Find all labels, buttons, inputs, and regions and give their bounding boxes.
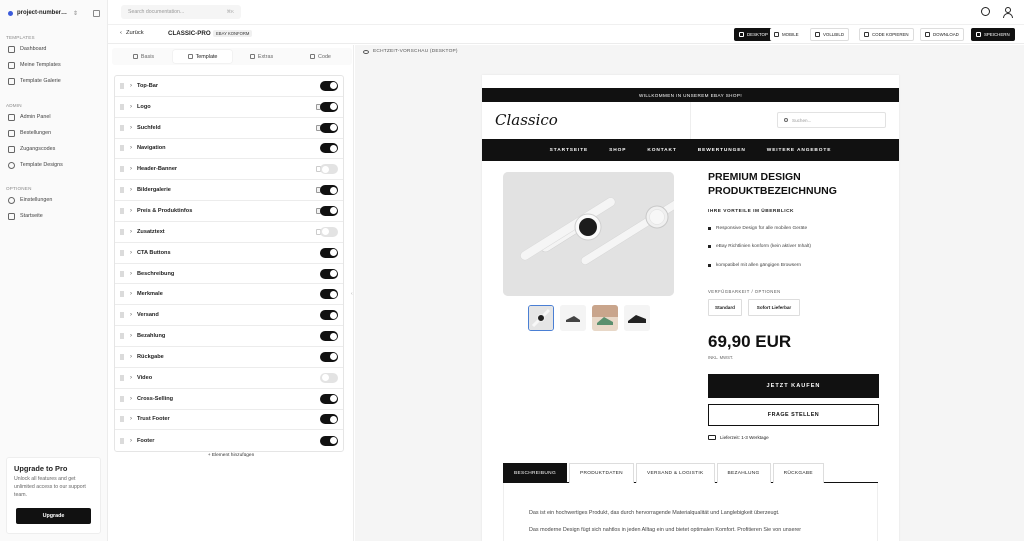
project-dot-icon xyxy=(8,11,13,16)
element-toggle[interactable] xyxy=(320,143,338,153)
element-row[interactable] xyxy=(115,410,343,431)
drag-handle-icon[interactable] xyxy=(120,291,124,297)
element-label: Header-Banner xyxy=(137,166,178,173)
chevron-right-icon[interactable]: › xyxy=(130,395,132,402)
drag-handle-icon[interactable] xyxy=(120,104,124,110)
element-label: Merkmale xyxy=(137,291,163,298)
element-panel xyxy=(108,45,354,541)
monitor-icon xyxy=(739,32,744,37)
layout-icon xyxy=(188,54,193,59)
drag-handle-icon[interactable] xyxy=(120,271,124,277)
drag-handle-icon[interactable] xyxy=(120,375,124,381)
editor-header xyxy=(108,26,1024,44)
download-button[interactable] xyxy=(920,28,964,41)
sidebar-item-label: Dashboard xyxy=(20,46,47,52)
sidebar-item-startseite[interactable] xyxy=(8,211,43,221)
sidebar-item-label: Template Designs xyxy=(20,162,63,168)
element-toggle[interactable] xyxy=(320,164,338,174)
element-toggle[interactable] xyxy=(320,289,338,299)
chevron-right-icon[interactable]: › xyxy=(130,228,132,235)
drag-handle-icon[interactable] xyxy=(120,187,124,193)
code-kopieren-label: CODE KOPIEREN xyxy=(872,32,909,37)
user-icon[interactable] xyxy=(1002,7,1012,17)
element-toggle[interactable] xyxy=(320,227,338,237)
save-icon xyxy=(976,32,981,37)
element-row[interactable] xyxy=(115,430,343,451)
product-tabs xyxy=(503,463,878,483)
element-row[interactable] xyxy=(115,368,343,389)
shop-logo: Classico xyxy=(495,111,558,129)
sidebar-item-label: Bestellungen xyxy=(20,130,52,136)
element-label: Navigation xyxy=(137,145,166,152)
sidebar-item-label: Startseite xyxy=(20,213,43,219)
header-divider xyxy=(690,102,691,139)
desktop-label: DESKTOP xyxy=(747,32,768,37)
tab-template[interactable] xyxy=(173,50,232,63)
chevron-left-icon: ‹ xyxy=(120,30,122,36)
code-kopieren-button[interactable] xyxy=(859,28,914,41)
element-row[interactable] xyxy=(115,222,343,243)
element-label: Trust Footer xyxy=(137,416,170,423)
share-icon xyxy=(815,32,820,37)
drag-handle-icon[interactable] xyxy=(120,125,124,131)
chevron-right-icon[interactable]: › xyxy=(130,145,132,152)
shop-navigation xyxy=(482,139,899,161)
drag-handle-icon[interactable] xyxy=(120,250,124,256)
sandal-thumb-icon xyxy=(624,305,650,331)
element-row[interactable] xyxy=(115,347,343,368)
shop-search-input[interactable] xyxy=(777,112,886,128)
nav-weitere-angebote[interactable]: WEITERE ANGEBOTE xyxy=(766,147,832,153)
eye-icon xyxy=(363,50,369,54)
drag-handle-icon[interactable] xyxy=(120,438,124,444)
element-toggle[interactable] xyxy=(320,123,338,133)
add-element-button[interactable]: + Element hinzufügen xyxy=(207,453,255,458)
product-main-image xyxy=(503,172,674,296)
chevron-right-icon[interactable]: › xyxy=(130,249,132,256)
element-label: Bezahlung xyxy=(137,333,166,340)
share-icon xyxy=(310,54,315,59)
chevron-right-icon[interactable]: › xyxy=(130,103,132,110)
element-toggle[interactable] xyxy=(320,269,338,279)
element-row[interactable] xyxy=(115,305,343,326)
nav-startseite[interactable]: STARTSEITE xyxy=(549,147,589,153)
tab-bezahlung[interactable]: BEZAHLUNG xyxy=(717,463,771,483)
file-icon xyxy=(8,62,15,69)
availability-heading: VERFÜGBARKEIT / OPTIONEN xyxy=(708,289,781,294)
product-title: PREMIUM DESIGN PRODUKTBEZEICHNUNG xyxy=(708,171,837,197)
drag-handle-icon[interactable] xyxy=(120,312,124,318)
project-switcher[interactable] xyxy=(8,8,100,18)
key-icon xyxy=(8,146,15,153)
element-list xyxy=(114,75,344,452)
ask-question-button[interactable]: FRAGE STELLEN xyxy=(708,404,879,426)
vat-note: INKL. MWST. xyxy=(708,355,734,360)
tab-beschreibung[interactable]: BESCHREIBUNG xyxy=(503,463,567,483)
sidebar-item-template-designs[interactable] xyxy=(8,160,63,170)
panel-tabs xyxy=(112,48,352,65)
shipping-info xyxy=(708,435,769,440)
element-label: Beschreibung xyxy=(137,270,175,277)
gear-icon xyxy=(8,197,15,204)
element-label: Footer xyxy=(137,437,155,444)
chevron-right-icon[interactable]: › xyxy=(130,207,132,214)
drag-handle-icon[interactable] xyxy=(120,83,124,89)
chevron-right-icon[interactable]: › xyxy=(130,124,132,131)
chevron-right-icon[interactable]: › xyxy=(130,82,132,89)
element-row[interactable] xyxy=(115,76,343,97)
element-toggle[interactable] xyxy=(320,81,338,91)
tab-produktdaten[interactable]: PRODUKTDATEN xyxy=(569,463,634,483)
element-label: Bildergalerie xyxy=(137,187,171,194)
drag-handle-icon[interactable] xyxy=(120,145,124,151)
sidebar-item-einstellungen[interactable] xyxy=(8,195,52,205)
thumbnail-1[interactable] xyxy=(528,305,554,331)
element-row[interactable] xyxy=(115,201,343,222)
search-shortcut: ⌘K xyxy=(226,9,234,14)
desktop-button[interactable] xyxy=(734,28,773,41)
tab-label: Code xyxy=(318,53,331,60)
element-row[interactable] xyxy=(115,326,343,347)
sidebar-item-label: Einstellungen xyxy=(20,197,53,203)
drag-handle-icon[interactable] xyxy=(120,396,124,402)
chevron-right-icon[interactable]: › xyxy=(130,291,132,298)
preview-label xyxy=(363,49,458,54)
tab-versand[interactable]: VERSAND & LOGISTIK xyxy=(636,463,715,483)
dashboard-icon xyxy=(8,46,15,53)
download-icon xyxy=(925,32,930,37)
option-sofort[interactable]: Sofort Lieferbar xyxy=(748,299,800,316)
star-icon xyxy=(250,54,255,59)
preview-area xyxy=(355,45,1024,541)
mobile-button[interactable] xyxy=(770,28,803,41)
sidebar-item-label: Admin Panel xyxy=(20,114,51,120)
element-toggle[interactable] xyxy=(320,185,338,195)
phone-icon xyxy=(774,32,779,37)
nav-kontakt[interactable]: KONTAKT xyxy=(647,147,677,153)
description-paragraph: Das moderne Design fügt sich nahtlos in jeden Alltag ein und bietet optimalen Komfort. Profitieren Sie von unserer xyxy=(529,527,802,534)
sneaker-thumb-icon xyxy=(592,305,618,331)
laptop-icon xyxy=(8,114,15,121)
buy-now-button[interactable]: JETZT KAUFEN xyxy=(708,374,879,398)
element-row[interactable] xyxy=(115,243,343,264)
element-toggle[interactable] xyxy=(320,102,338,112)
element-label: Video xyxy=(137,374,153,381)
element-label: Suchfeld xyxy=(137,124,161,131)
element-label: CTA Buttons xyxy=(137,249,171,256)
chevron-right-icon[interactable]: › xyxy=(130,353,132,360)
ebay-badge: EBAY KONFORM xyxy=(213,30,252,37)
save-label: SPEICHERN xyxy=(984,32,1010,37)
sidebar-item-dashboard[interactable] xyxy=(8,44,46,54)
chevron-updown-icon: ⇕ xyxy=(73,10,79,17)
chevron-right-icon[interactable]: › xyxy=(130,270,132,277)
upgrade-description: Unlock all features and get unlimited access to our support team. xyxy=(14,476,86,498)
description-paragraph: Das ist ein hochwertiges Produkt, das durch hervorragende Materialqualität und Langlebigkeit überzeugt. xyxy=(529,510,780,516)
element-label: Cross-Selling xyxy=(137,395,174,402)
element-toggle[interactable] xyxy=(320,394,338,404)
element-toggle[interactable] xyxy=(320,331,338,341)
element-row[interactable] xyxy=(115,264,343,285)
description-content xyxy=(503,483,878,541)
copy-icon xyxy=(864,32,869,37)
drag-handle-icon[interactable] xyxy=(120,354,124,360)
back-label: Zurück xyxy=(125,30,144,36)
tab-label: Basis xyxy=(140,53,155,60)
template-name: CLASSIC-PRO xyxy=(168,30,211,37)
thumbnail-strip xyxy=(528,305,650,331)
preview-label-text: ECHTZEIT-VORSCHAU (DESKTOP) xyxy=(373,49,458,54)
tab-extras[interactable] xyxy=(232,50,291,63)
project-name: project-number… xyxy=(17,10,68,16)
element-row[interactable] xyxy=(115,139,343,160)
chevron-right-icon[interactable]: › xyxy=(130,374,132,381)
sidebar-item-bestellungen[interactable] xyxy=(8,128,51,138)
tab-rueckgabe[interactable]: RÜCKGABE xyxy=(773,463,824,483)
chevron-right-icon[interactable]: › xyxy=(130,166,132,173)
drag-handle-icon[interactable] xyxy=(120,333,124,339)
gear-icon xyxy=(8,162,15,169)
sidebar-item-template-galerie[interactable] xyxy=(8,76,61,86)
element-label: Rückgabe xyxy=(137,353,164,360)
upgrade-card xyxy=(6,457,101,534)
theme-toggle-icon[interactable] xyxy=(981,7,990,16)
element-toggle[interactable] xyxy=(320,248,338,258)
benefit-item: eBay Richtlinien konform (kein aktiver Inhalt) xyxy=(708,244,811,249)
section-templates: TEMPLATES xyxy=(6,35,35,40)
element-label: Top-Bar xyxy=(137,82,159,89)
drag-handle-icon[interactable] xyxy=(120,166,124,172)
nav-shop[interactable]: SHOP xyxy=(609,147,627,153)
upgrade-title: Upgrade to Pro xyxy=(14,464,68,473)
chevron-right-icon[interactable]: › xyxy=(130,333,132,340)
tab-label: Template xyxy=(195,53,218,60)
watch-image xyxy=(503,172,674,296)
chevron-right-icon[interactable]: › xyxy=(130,187,132,194)
drag-handle-icon[interactable] xyxy=(120,416,124,422)
back-button[interactable] xyxy=(120,30,144,36)
element-row[interactable] xyxy=(115,389,343,410)
chevron-right-icon[interactable]: › xyxy=(130,312,132,319)
shop-search-placeholder: Suchen... xyxy=(792,117,812,123)
thumbnail-4[interactable] xyxy=(624,305,650,331)
search-input[interactable] xyxy=(121,5,241,19)
element-toggle[interactable] xyxy=(320,310,338,320)
sidebar-item-admin-panel[interactable] xyxy=(8,112,51,122)
element-row[interactable] xyxy=(115,97,343,118)
download-label: DOWNLOAD xyxy=(933,32,959,37)
sidebar-item-zugangscodes[interactable] xyxy=(8,144,55,154)
sidebar-item-label: Template Galerie xyxy=(20,78,61,84)
element-label: Preis & Produktinfos xyxy=(137,207,193,214)
element-label: Versand xyxy=(137,312,159,319)
benefit-item: Responsive Design für alle mobilen Geräte xyxy=(708,226,807,231)
tab-code[interactable] xyxy=(291,50,350,63)
product-price: 69,90 EUR xyxy=(708,332,792,351)
element-row[interactable] xyxy=(115,159,343,180)
nav-bewertungen[interactable]: BEWERTUNGEN xyxy=(697,147,746,153)
shoe-thumb-icon xyxy=(560,305,586,331)
sidebar-item-label: Meine Templates xyxy=(20,62,61,68)
thumbnail-2[interactable] xyxy=(560,305,586,331)
search-placeholder: Search documentation... xyxy=(128,9,185,15)
element-label: Logo xyxy=(137,103,151,110)
benefit-item: kompatibel mit allen gängigen Browsern xyxy=(708,263,801,268)
element-toggle[interactable] xyxy=(320,352,338,362)
section-admin: ADMIN xyxy=(6,103,22,108)
element-toggle[interactable] xyxy=(320,436,338,446)
element-toggle[interactable] xyxy=(320,206,338,216)
preview-frame xyxy=(482,75,899,541)
drag-handle-icon[interactable] xyxy=(120,208,124,214)
element-row[interactable] xyxy=(115,118,343,139)
element-toggle[interactable] xyxy=(320,373,338,383)
collapse-handle-icon[interactable]: ‹ xyxy=(351,291,353,297)
topbar xyxy=(108,0,1024,25)
truck-icon xyxy=(708,435,716,440)
search-icon xyxy=(784,118,788,122)
home-icon xyxy=(8,213,15,220)
element-row[interactable] xyxy=(115,180,343,201)
tab-basis[interactable] xyxy=(114,50,173,63)
element-row[interactable] xyxy=(115,284,343,305)
element-toggle[interactable] xyxy=(320,414,338,424)
package-icon xyxy=(8,130,15,137)
upgrade-button[interactable]: Upgrade xyxy=(16,508,91,524)
vollbild-label: VOLLBILD xyxy=(823,32,844,37)
gallery-icon xyxy=(8,78,15,85)
sidebar xyxy=(0,0,108,541)
chevron-right-icon[interactable]: › xyxy=(130,437,132,444)
chevron-right-icon[interactable]: › xyxy=(130,416,132,423)
watch-thumb-icon xyxy=(529,306,553,330)
sidebar-item-meine-templates[interactable] xyxy=(8,60,61,70)
benefits-heading: IHRE VORTEILE IM ÜBERBLICK xyxy=(708,209,795,214)
settings-icon xyxy=(133,54,138,59)
sidebar-toggle-icon[interactable] xyxy=(93,10,100,17)
drag-handle-icon[interactable] xyxy=(120,229,124,235)
sidebar-item-label: Zugangscodes xyxy=(20,146,56,152)
thumbnail-3[interactable] xyxy=(592,305,618,331)
save-button[interactable] xyxy=(971,28,1015,41)
tab-label: Extras xyxy=(257,53,274,60)
mobile-label: MOBILE xyxy=(782,32,799,37)
shop-topbar: WILLKOMMEN IN UNSEREM EBAY SHOP! xyxy=(482,88,899,102)
shipping-text: Lieferzeit: 1-3 Werktage xyxy=(720,435,769,440)
section-optionen: OPTIONEN xyxy=(6,186,32,191)
vollbild-button[interactable] xyxy=(810,28,849,41)
option-standard[interactable]: Standard xyxy=(708,299,742,316)
element-label: Zusatztext xyxy=(137,228,165,235)
